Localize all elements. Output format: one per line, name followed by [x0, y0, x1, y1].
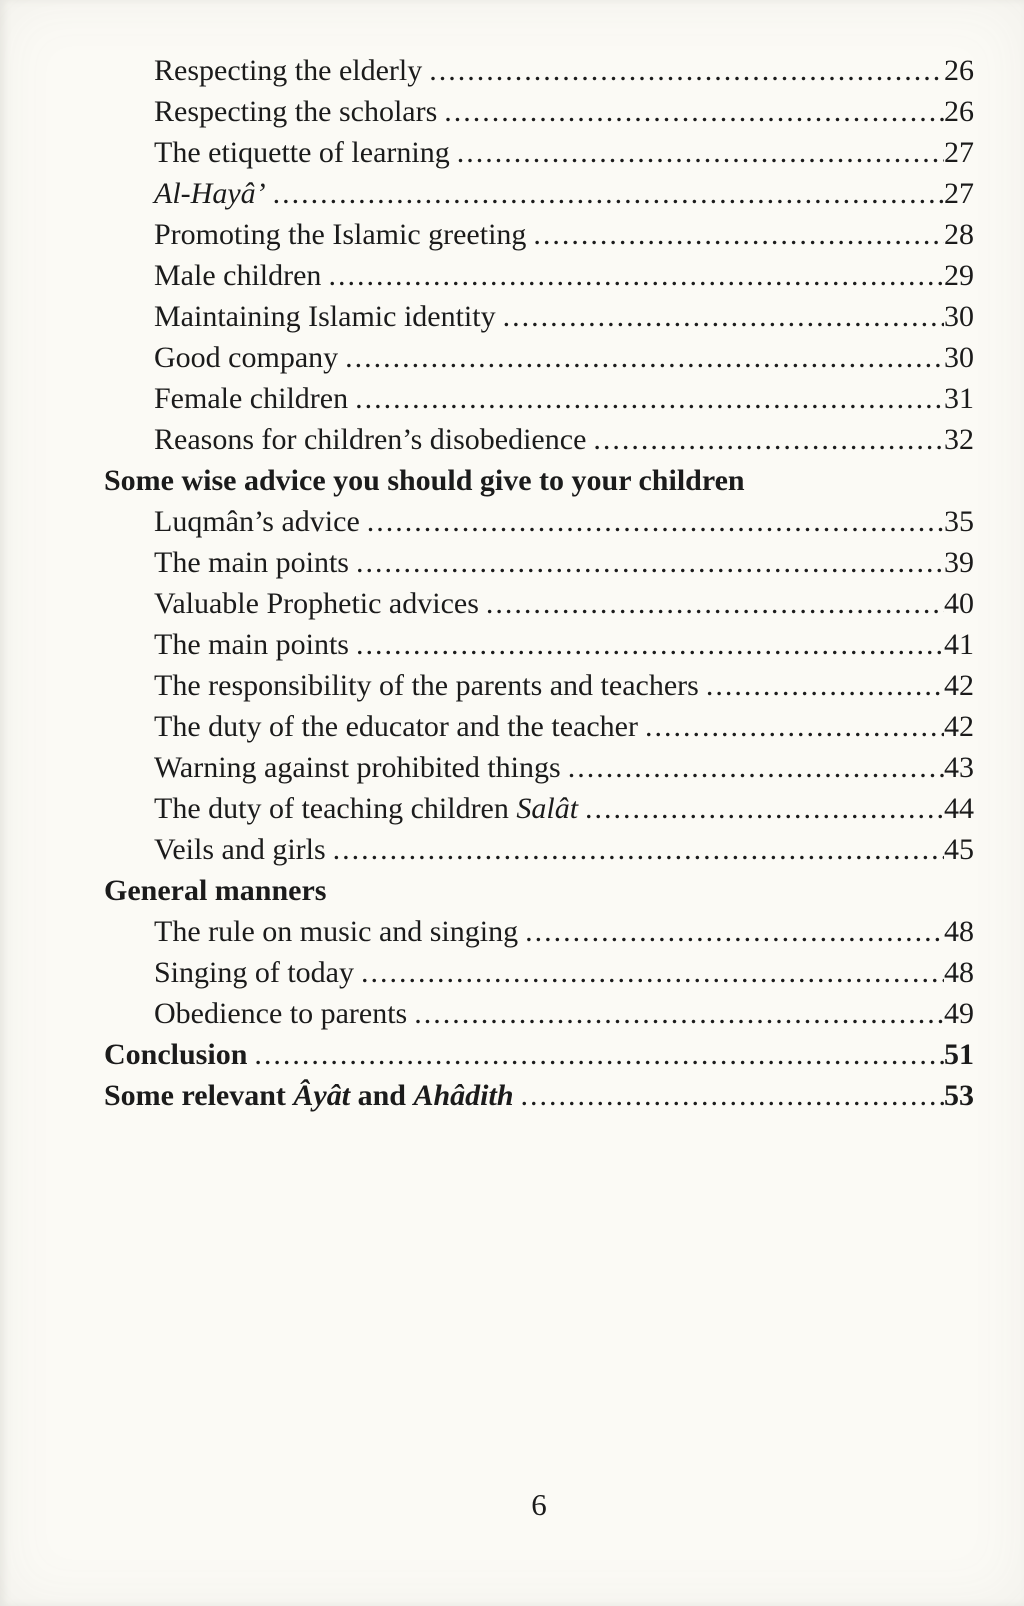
toc-entry	[104, 337, 974, 378]
toc-leader-dots	[355, 378, 944, 419]
toc-leader-dots	[356, 624, 944, 665]
toc-leader-dots	[486, 583, 944, 624]
toc-leader-dots	[706, 665, 944, 706]
toc-entry-page: 41	[944, 628, 974, 661]
toc-leader-dots	[457, 132, 944, 173]
toc-entry-page: 43	[944, 751, 974, 784]
toc-entry	[104, 501, 974, 542]
toc-leader-dots	[429, 50, 944, 91]
toc-entry	[104, 255, 974, 296]
toc-entry-page: 27	[944, 177, 974, 210]
toc-entry	[104, 583, 974, 624]
toc-entry-page: 28	[944, 218, 974, 251]
toc-section-heading	[104, 460, 974, 501]
toc-leader-dots	[367, 501, 944, 542]
toc-entry-label: Al-Hayâ’	[154, 177, 266, 210]
toc-entry	[104, 911, 974, 952]
toc-entry-page: 40	[944, 587, 974, 620]
toc-leader-dots	[414, 993, 944, 1034]
toc-entry-page: 45	[944, 833, 974, 866]
toc-entry-label: The main points	[154, 628, 349, 661]
toc-entry-label: The etiquette of learning	[154, 136, 450, 169]
toc-entry	[104, 624, 974, 665]
toc-entry	[104, 132, 974, 173]
toc-entry-page: 32	[944, 423, 974, 456]
toc-entry-label: Valuable Prophetic advices	[154, 587, 479, 620]
toc-leader-dots	[328, 255, 944, 296]
toc-entry-label: Female children	[154, 382, 349, 415]
toc-entry-page: 48	[944, 915, 974, 948]
toc-entry	[104, 419, 974, 460]
toc-entry	[104, 91, 974, 132]
toc-entry-label: Warning against prohibited things	[154, 751, 561, 784]
toc-entry-label: Some relevant Âyât and Ahâdith	[104, 1079, 514, 1112]
toc-entry-label: The duty of the educator and the teacher	[154, 710, 638, 743]
toc-entry-label: The responsibility of the parents and teachers	[154, 669, 699, 702]
toc-entry-label: The rule on music and singing	[154, 915, 519, 948]
toc-entry-label: Some wise advice you should give to your children	[104, 464, 745, 497]
toc-entry	[104, 993, 974, 1034]
toc-entry	[104, 296, 974, 337]
toc-section-heading	[104, 870, 974, 911]
toc-leader-dots	[645, 706, 944, 747]
toc-leader-dots	[533, 214, 944, 255]
toc-entry-label: The main points	[154, 546, 349, 579]
toc-section-heading	[104, 1075, 974, 1116]
toc-leader-dots	[333, 829, 944, 870]
toc-entry-page: 27	[944, 136, 974, 169]
toc-entry-page: 51	[944, 1038, 974, 1071]
toc-entry-page: 44	[944, 792, 974, 825]
toc-entry-page: 42	[944, 710, 974, 743]
toc-entry-label: Good company	[154, 341, 339, 374]
toc-entry-label: Reasons for children’s disobedience	[154, 423, 587, 456]
toc-entry-label: Conclusion	[104, 1038, 248, 1071]
toc-entry-label: Singing of today	[154, 956, 354, 989]
toc-leader-dots	[503, 296, 944, 337]
table-of-contents	[104, 50, 974, 1116]
toc-entry-page: 53	[944, 1079, 974, 1112]
toc-entry	[104, 747, 974, 788]
toc-leader-dots	[568, 747, 944, 788]
toc-entry-label: General manners	[104, 874, 327, 907]
toc-entry-label: Obedience to parents	[154, 997, 408, 1030]
toc-entry	[104, 214, 974, 255]
toc-entry	[104, 829, 974, 870]
page-number: 6	[531, 1487, 547, 1522]
toc-leader-dots	[585, 788, 944, 829]
toc-entry	[104, 952, 974, 993]
toc-entry-page: 30	[944, 341, 974, 374]
toc-leader-dots	[525, 911, 944, 952]
toc-leader-dots	[593, 419, 944, 460]
toc-entry-label: Luqmân’s advice	[154, 505, 360, 538]
toc-entry-label: Promoting the Islamic greeting	[154, 218, 527, 251]
toc-entry-label: Respecting the scholars	[154, 95, 438, 128]
toc-leader-dots	[345, 337, 944, 378]
toc-entry-page: 39	[944, 546, 974, 579]
toc-leader-dots	[273, 173, 944, 214]
toc-entry-page: 49	[944, 997, 974, 1030]
toc-entry-label: Veils and girls	[154, 833, 326, 866]
toc-leader-dots	[521, 1075, 944, 1116]
toc-leader-dots	[444, 91, 944, 132]
toc-leader-dots	[361, 952, 944, 993]
toc-entry-label: Respecting the elderly	[154, 54, 423, 87]
toc-entry	[104, 542, 974, 583]
toc-entry-page: 26	[944, 95, 974, 128]
toc-section-heading	[104, 1034, 974, 1075]
toc-entry-page: 48	[944, 956, 974, 989]
toc-entry	[104, 788, 974, 829]
toc-entry-label: The duty of teaching children Salât	[154, 792, 579, 825]
toc-entry	[104, 665, 974, 706]
toc-entry	[104, 706, 974, 747]
toc-entry-label: Maintaining Islamic identity	[154, 300, 496, 333]
toc-entry-label: Male children	[154, 259, 322, 292]
toc-entry-page: 31	[944, 382, 974, 415]
toc-leader-dots	[254, 1034, 944, 1075]
toc-entry	[104, 378, 974, 419]
toc-entry	[104, 173, 974, 214]
toc-entry-page: 42	[944, 669, 974, 702]
toc-leader-dots	[356, 542, 944, 583]
toc-entry-page: 30	[944, 300, 974, 333]
toc-entry	[104, 50, 974, 91]
toc-entry-page: 26	[944, 54, 974, 87]
toc-entry-page: 35	[944, 505, 974, 538]
toc-entry-page: 29	[944, 259, 974, 292]
